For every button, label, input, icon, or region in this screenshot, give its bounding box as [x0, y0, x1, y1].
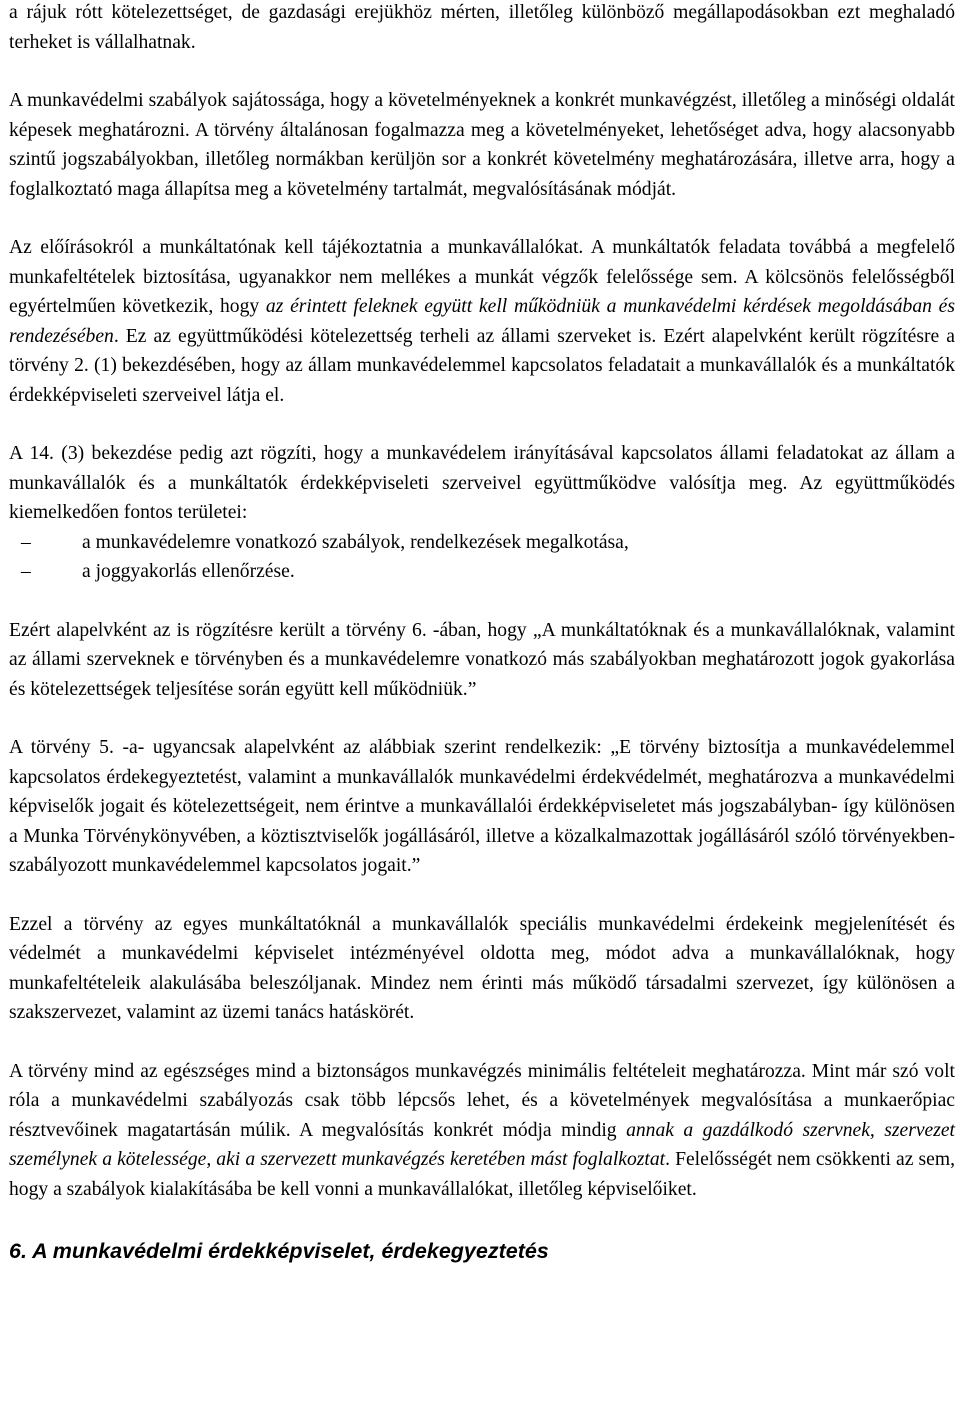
paragraph-8-text-b: . Felelősségét nem csökkenti az sem, hogy a szabályok kialakításába be kell vonni a munkavállalókat, illetőleg képviselőiket.	[9, 1149, 955, 1200]
paragraph-1: a rájuk rótt kötelezettséget, de gazdasági erejükhöz mérten, illetőleg különböző megállapodásokban ezt meghaladó terheket is vállalhatnak.	[9, 2, 955, 53]
paragraph-2: A munkavédelmi szabályok sajátossága, hogy a követelményeknek a konkrét munkavégzést, illetőleg a minőségi oldalát képesek meghatározni. A törvény általánosan fogalmazza meg a követelményeket, lehetőséget adva, hogy alacsonyabb szintű jogszabályokban, illetőleg normákban kerüljön sor a konkrét követelmény meghatározására, illetve arra, hogy a foglalkoztató maga állapítsa meg a követelmény tartalmát, megvalósításának módját.	[9, 90, 955, 200]
list-item	[9, 557, 955, 587]
list-dash: –	[21, 561, 31, 582]
paragraph-8-text-a: A törvény mind az egészséges mind a biztonságos munkavégzés minimális feltételeit meghatározza. Mint már szó volt róla a munkavédelmi szabályozás csak több lépcsős lehet, és a követelmények megvalósítása a munkaerőpiac résztvevőinek magatartásán múlik. A megvalósítás konkrét módja mindig	[9, 1060, 955, 1141]
paragraph-3-text-a: Az előírásokról a munkáltatónak kell tájékoztatnia a munkavállalókat. A munkáltatók feladata továbbá a megfelelő munkafeltételek biztosítása, ugyanakkor nem mellékes a munkát végzők felelőssége sem. A kölcsönös felelősségből egyértelműen következik, hogy	[9, 237, 955, 317]
paragraph-7: Ezzel a törvény az egyes munkáltatóknál a munkavállalók speciális munkavédelmi érdekeink megjelenítését és védelmét a munkavédelmi képviselet intézményével oldotta meg, módot adva a munkavállalóknak, hogy munkafeltételeik alakulásába beleszóljanak. Mindez nem érinti más működő társadalmi szervezet, így különösen a szakszervezet, valamint az üzemi tanács hatáskörét.	[9, 913, 955, 1023]
list-item-text: a joggyakorlás ellenőrzése.	[82, 561, 295, 582]
list-item	[9, 528, 955, 558]
paragraph-3-emphasis: az érintett feleknek együtt kell működniük a munkavédelmi kérdések megoldásában és rendezésében	[9, 296, 955, 347]
list-dash: –	[21, 531, 31, 553]
section-heading: 6. A munkavédelmi érdekképviselet, érdekegyeztetés	[9, 1239, 549, 1263]
paragraph-4: A 14. (3) bekezdése pedig azt rögzíti, hogy a munkavédelem irányításával kapcsolatos állami feladatokat az állam a munkavállalók és a munkáltatók érdekképviseleti szerveivel együttműködve valósítja meg. Az együttműködés kiemelkedően fontos területei:	[9, 443, 955, 523]
paragraph-8-emphasis: annak a gazdálkodó szervnek, szervezet személynek a kötelessége, aki a szervezett munkavégzés keretében mást foglalkoztat	[9, 1119, 955, 1170]
paragraph-3	[9, 233, 955, 410]
list-item-text: a munkavédelemre vonatkozó szabályok, rendelkezések megalkotása,	[82, 531, 629, 553]
document-page	[9, 0, 955, 1265]
cooperation-list	[9, 528, 955, 587]
paragraph-6: A törvény 5. -a- ugyancsak alapelvként az alábbiak szerint rendelkezik: „E törvény biztosítja a munkavédelemmel kapcsolatos érdekegyeztetést, valamint a munkavállalók munkavédelmi érdekvédelmét, meghatározva a munkavédelmi képviselők jogait és kötelezettségeit, nem érintve a munkavállalói érdekképviseletet más jogszabályban- így különösen a Munka Törvénykönyvében, a köztisztviselők jogállásáról, illetve a közalkalmazottak jogállásáról szóló törvényekben- szabályozott munkavédelemmel kapcsolatos jogait.”	[9, 737, 955, 876]
paragraph-3-text-b: . Ez az együttműködési kötelezettség terheli az állami szerveket is. Ezért alapelvként került rögzítésre a törvény 2. (1) bekezdésében, hogy az állam munkavédelemmel kapcsolatos feladatait a munkavállalók és a munkáltatók érdekképviseleti szerveivel látja el.	[9, 325, 955, 406]
paragraph-5: Ezért alapelvként az is rögzítésre került a törvény 6. -ában, hogy „A munkáltatóknak és a munkavállalóknak, valamint az állami szerveknek e törvényben és a munkavédelemre vonatkozó más szabályokban meghatározott jogok gyakorlása és kötelezettségek teljesítése során együtt kell működniük.”	[9, 619, 955, 700]
paragraph-8	[9, 1057, 955, 1205]
